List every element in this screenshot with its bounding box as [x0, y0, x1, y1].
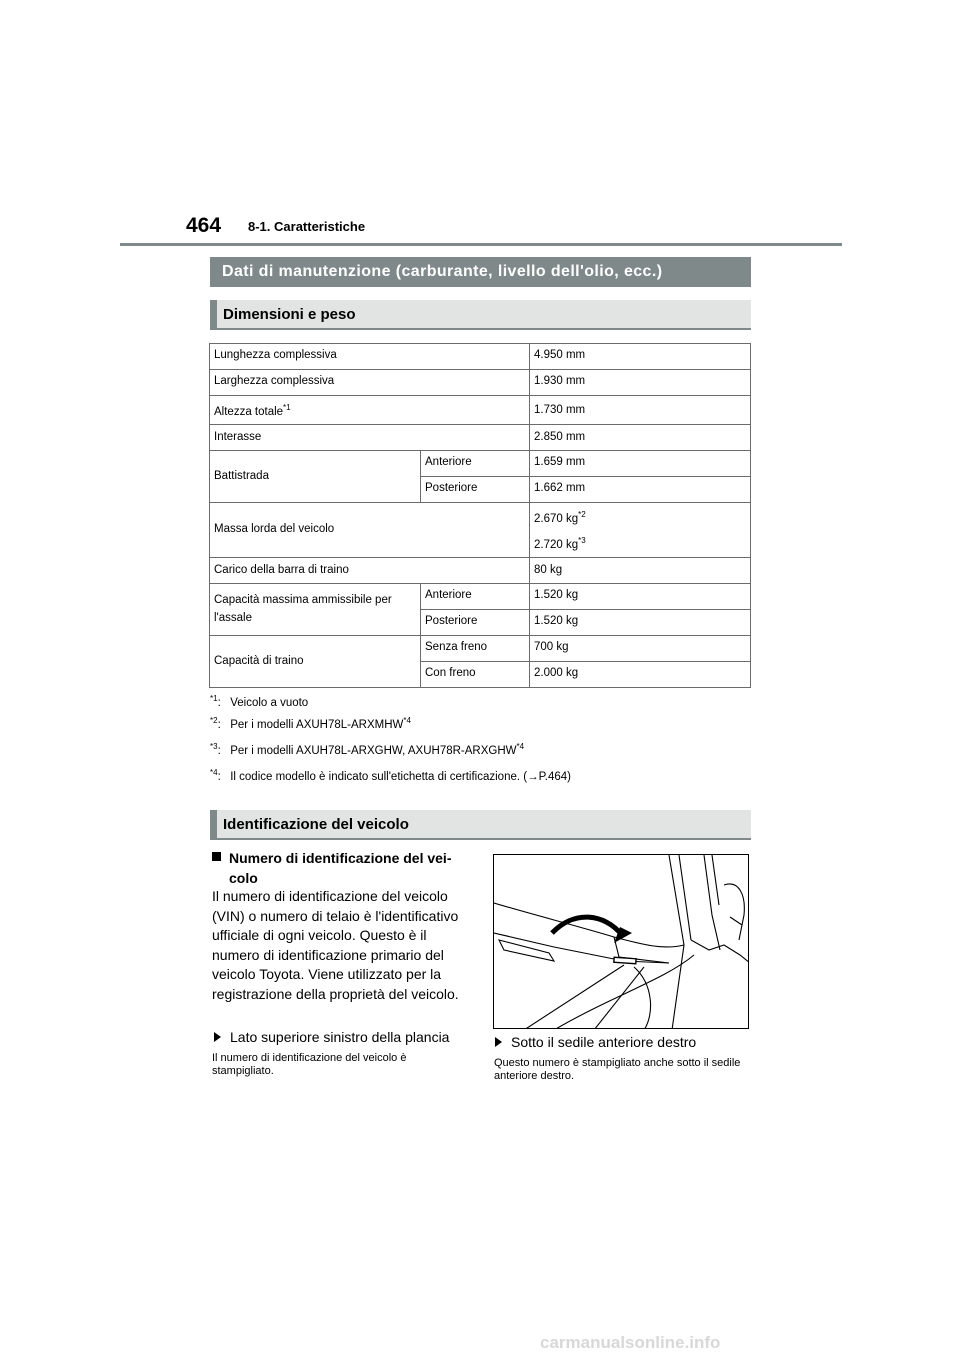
table-row: [210, 557, 751, 583]
row-value: 1.520 kg: [530, 609, 751, 635]
dimensions-table: [209, 343, 751, 688]
header-rule: [120, 243, 842, 246]
vin-location-illustration: [493, 854, 749, 1029]
row-value: 2.000 kg: [530, 661, 751, 687]
vin-heading: Numero di identificazione del vei- colo: [212, 848, 467, 888]
square-bullet-icon: [212, 852, 221, 861]
vin-description: Il numero di identificazione del veicolo (VIN) o numero di telaio è l'identificativo ufficiale di ogni veicolo. Questo è il numero di identificazione primario del veicolo Toyota. Viene utilizzato per la registrazione della proprietà del veicolo.: [212, 888, 459, 1002]
windshield-dashboard-drawing: [494, 855, 749, 1029]
footnote-3: $^{*3}$: Per i modelli AXUH78L-ARXGHW, AXUH78R-ARXGHW$^{*4}$: [210, 742, 525, 757]
footnote-4: $^{*4}$: Il codice modello è indicato sull'etichetta di certificazione. (→P.464): [210, 768, 571, 783]
triangle-bullet-icon: [214, 1032, 221, 1042]
row-sublabel: Posteriore: [421, 477, 530, 503]
section-title: 8-1. Caratteristiche: [248, 219, 366, 234]
row-label: Larghezza complessiva: [210, 370, 530, 396]
arrow-icon: →: [527, 770, 539, 783]
page-number: 464: [186, 214, 222, 237]
row-value: 700 kg: [530, 635, 751, 661]
row-sublabel: Con freno: [421, 661, 530, 687]
row-value: 1.659 mm: [530, 451, 751, 477]
main-heading: Dati di manutenzione (carburante, livello dell'olio, ecc.): [210, 257, 751, 287]
footnote-1: $^{*1}$: Veicolo a vuoto: [210, 694, 309, 709]
row-label: Interasse: [210, 425, 530, 451]
table-row: [210, 503, 751, 558]
location-under-seat: Sotto il sedile anteriore destro: [495, 1033, 696, 1051]
row-label: Massa lorda del veicolo: [210, 503, 530, 558]
row-sublabel: Posteriore: [421, 609, 530, 635]
triangle-bullet-icon: [495, 1037, 502, 1047]
table-row: [210, 396, 751, 425]
row-value: 1.520 kg: [530, 583, 751, 609]
table-row: [210, 583, 751, 609]
table-row: [210, 370, 751, 396]
row-value: 1.662 mm: [530, 477, 751, 503]
footnote-2: $^{*2}$: Per i modelli AXUH78L-ARXMHW$^{*4}$: [210, 716, 411, 731]
row-label: Altezza totale$^{*1}$: [210, 396, 530, 425]
row-value: 1.930 mm: [530, 370, 751, 396]
table-row: [210, 635, 751, 661]
table-row: [210, 425, 751, 451]
row-label: Carico della barra di traino: [210, 557, 530, 583]
row-label: Capacità massima ammissibile per l'assale: [210, 583, 421, 635]
row-value: 1.730 mm: [530, 396, 751, 425]
location-dashboard: Lato superiore sinistro della plancia: [214, 1028, 449, 1046]
row-value: 4.950 mm: [530, 344, 751, 370]
row-label: Capacità di traino: [210, 635, 421, 687]
table-row: [210, 451, 751, 477]
dimensions-heading: Dimensioni e peso: [210, 300, 751, 330]
row-value: 2.670 $kg^{*2}$ 2.720 $kg^{*3}$: [530, 503, 751, 558]
location-dashboard-note: Il numero di identificazione del veicolo è stampigliato.: [212, 1052, 407, 1077]
row-sublabel: Anteriore: [421, 583, 530, 609]
row-value: 2.850 mm: [530, 425, 751, 451]
row-sublabel: Senza freno: [421, 635, 530, 661]
row-label: Battistrada: [210, 451, 421, 503]
row-label: Lunghezza complessiva: [210, 344, 530, 370]
table-row: [210, 344, 751, 370]
watermark-text: carmanualsonline.info: [540, 1333, 721, 1352]
location-under-seat-note: Questo numero è stampigliato anche sotto il sedile anteriore destro.: [494, 1057, 741, 1082]
identification-heading: Identificazione del veicolo: [210, 810, 751, 840]
row-sublabel: Anteriore: [421, 451, 530, 477]
row-value: 80 kg: [530, 557, 751, 583]
